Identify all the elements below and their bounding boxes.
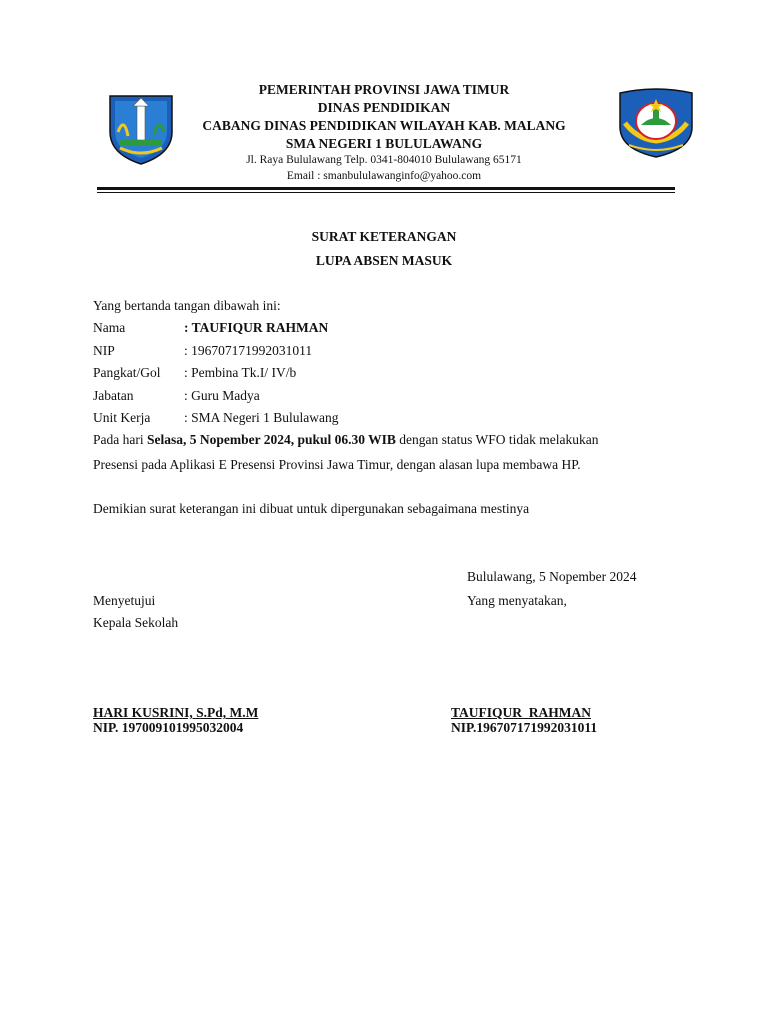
field-label-jabatan: Jabatan: [93, 388, 134, 403]
letterhead-government: PEMERINTAH PROVINSI JAWA TIMUR: [258, 82, 510, 97]
document-title: SURAT KETERANGAN: [311, 229, 457, 244]
intro-text: Yang bertanda tangan dibawah ini:: [93, 298, 281, 313]
statement-date-time: Selasa, 5 Nopember 2024, pukul 06.30 WIB: [146, 432, 396, 447]
field-value-pangkat: : Pembina Tk.I/ IV/b: [184, 365, 297, 380]
field-value-nip: : 196707171992031011: [184, 343, 313, 358]
declarant-nip: NIP.196707171992031011: [451, 720, 598, 735]
field-label-pangkat: Pangkat/Gol: [93, 365, 161, 380]
letterhead-department: DINAS PENDIDIKAN: [317, 100, 451, 115]
document-subtitle: LUPA ABSEN MASUK: [315, 253, 453, 268]
letterhead-email: Email : smanbululawanginfo@yahoo.com: [286, 170, 482, 182]
statement-prefix: Pada hari: [93, 432, 147, 447]
letterhead-school: SMA NEGERI 1 BULULAWANG: [285, 136, 483, 151]
field-value-unit-kerja: : SMA Negeri 1 Bululawang: [184, 410, 339, 425]
letterhead-divider-thin: [97, 192, 675, 193]
declarant-caption: Yang menyatakan,: [467, 593, 567, 608]
place-date: Bululawang, 5 Nopember 2024: [467, 569, 637, 584]
approver-name: HARI KUSRINI, S.Pd, M.M: [93, 705, 259, 720]
closing-text: Demikian surat keterangan ini dibuat untuk dipergunakan sebagaimana mestinya: [93, 501, 530, 516]
field-label-nama: Nama: [93, 320, 126, 335]
field-label-nip: NIP: [93, 343, 115, 358]
statement-suffix: dengan status WFO tidak melakukan: [395, 432, 599, 447]
declarant-name: TAUFIQUR RAHMAN: [451, 705, 591, 720]
approver-position: Kepala Sekolah: [93, 615, 179, 630]
field-value-jabatan: : Guru Madya: [184, 388, 260, 403]
field-value-nama: : TAUFIQUR RAHMAN: [184, 320, 329, 335]
letterhead-branch: CABANG DINAS PENDIDIKAN WILAYAH KAB. MALANG: [202, 118, 566, 133]
statement-line-1: [93, 432, 599, 448]
field-label-unit-kerja: Unit Kerja: [93, 410, 151, 425]
letterhead-divider-thick: [97, 187, 675, 190]
approver-nip: NIP. 197009101995032004: [93, 720, 244, 735]
letterhead-address: Jl. Raya Bululawang Telp. 0341-804010 Bululawang 65171: [246, 154, 522, 166]
approver-caption: Menyetujui: [93, 593, 156, 608]
statement-line-2: Presensi pada Aplikasi E Presensi Provinsi Jawa Timur, dengan alasan lupa membawa HP.: [93, 457, 581, 472]
